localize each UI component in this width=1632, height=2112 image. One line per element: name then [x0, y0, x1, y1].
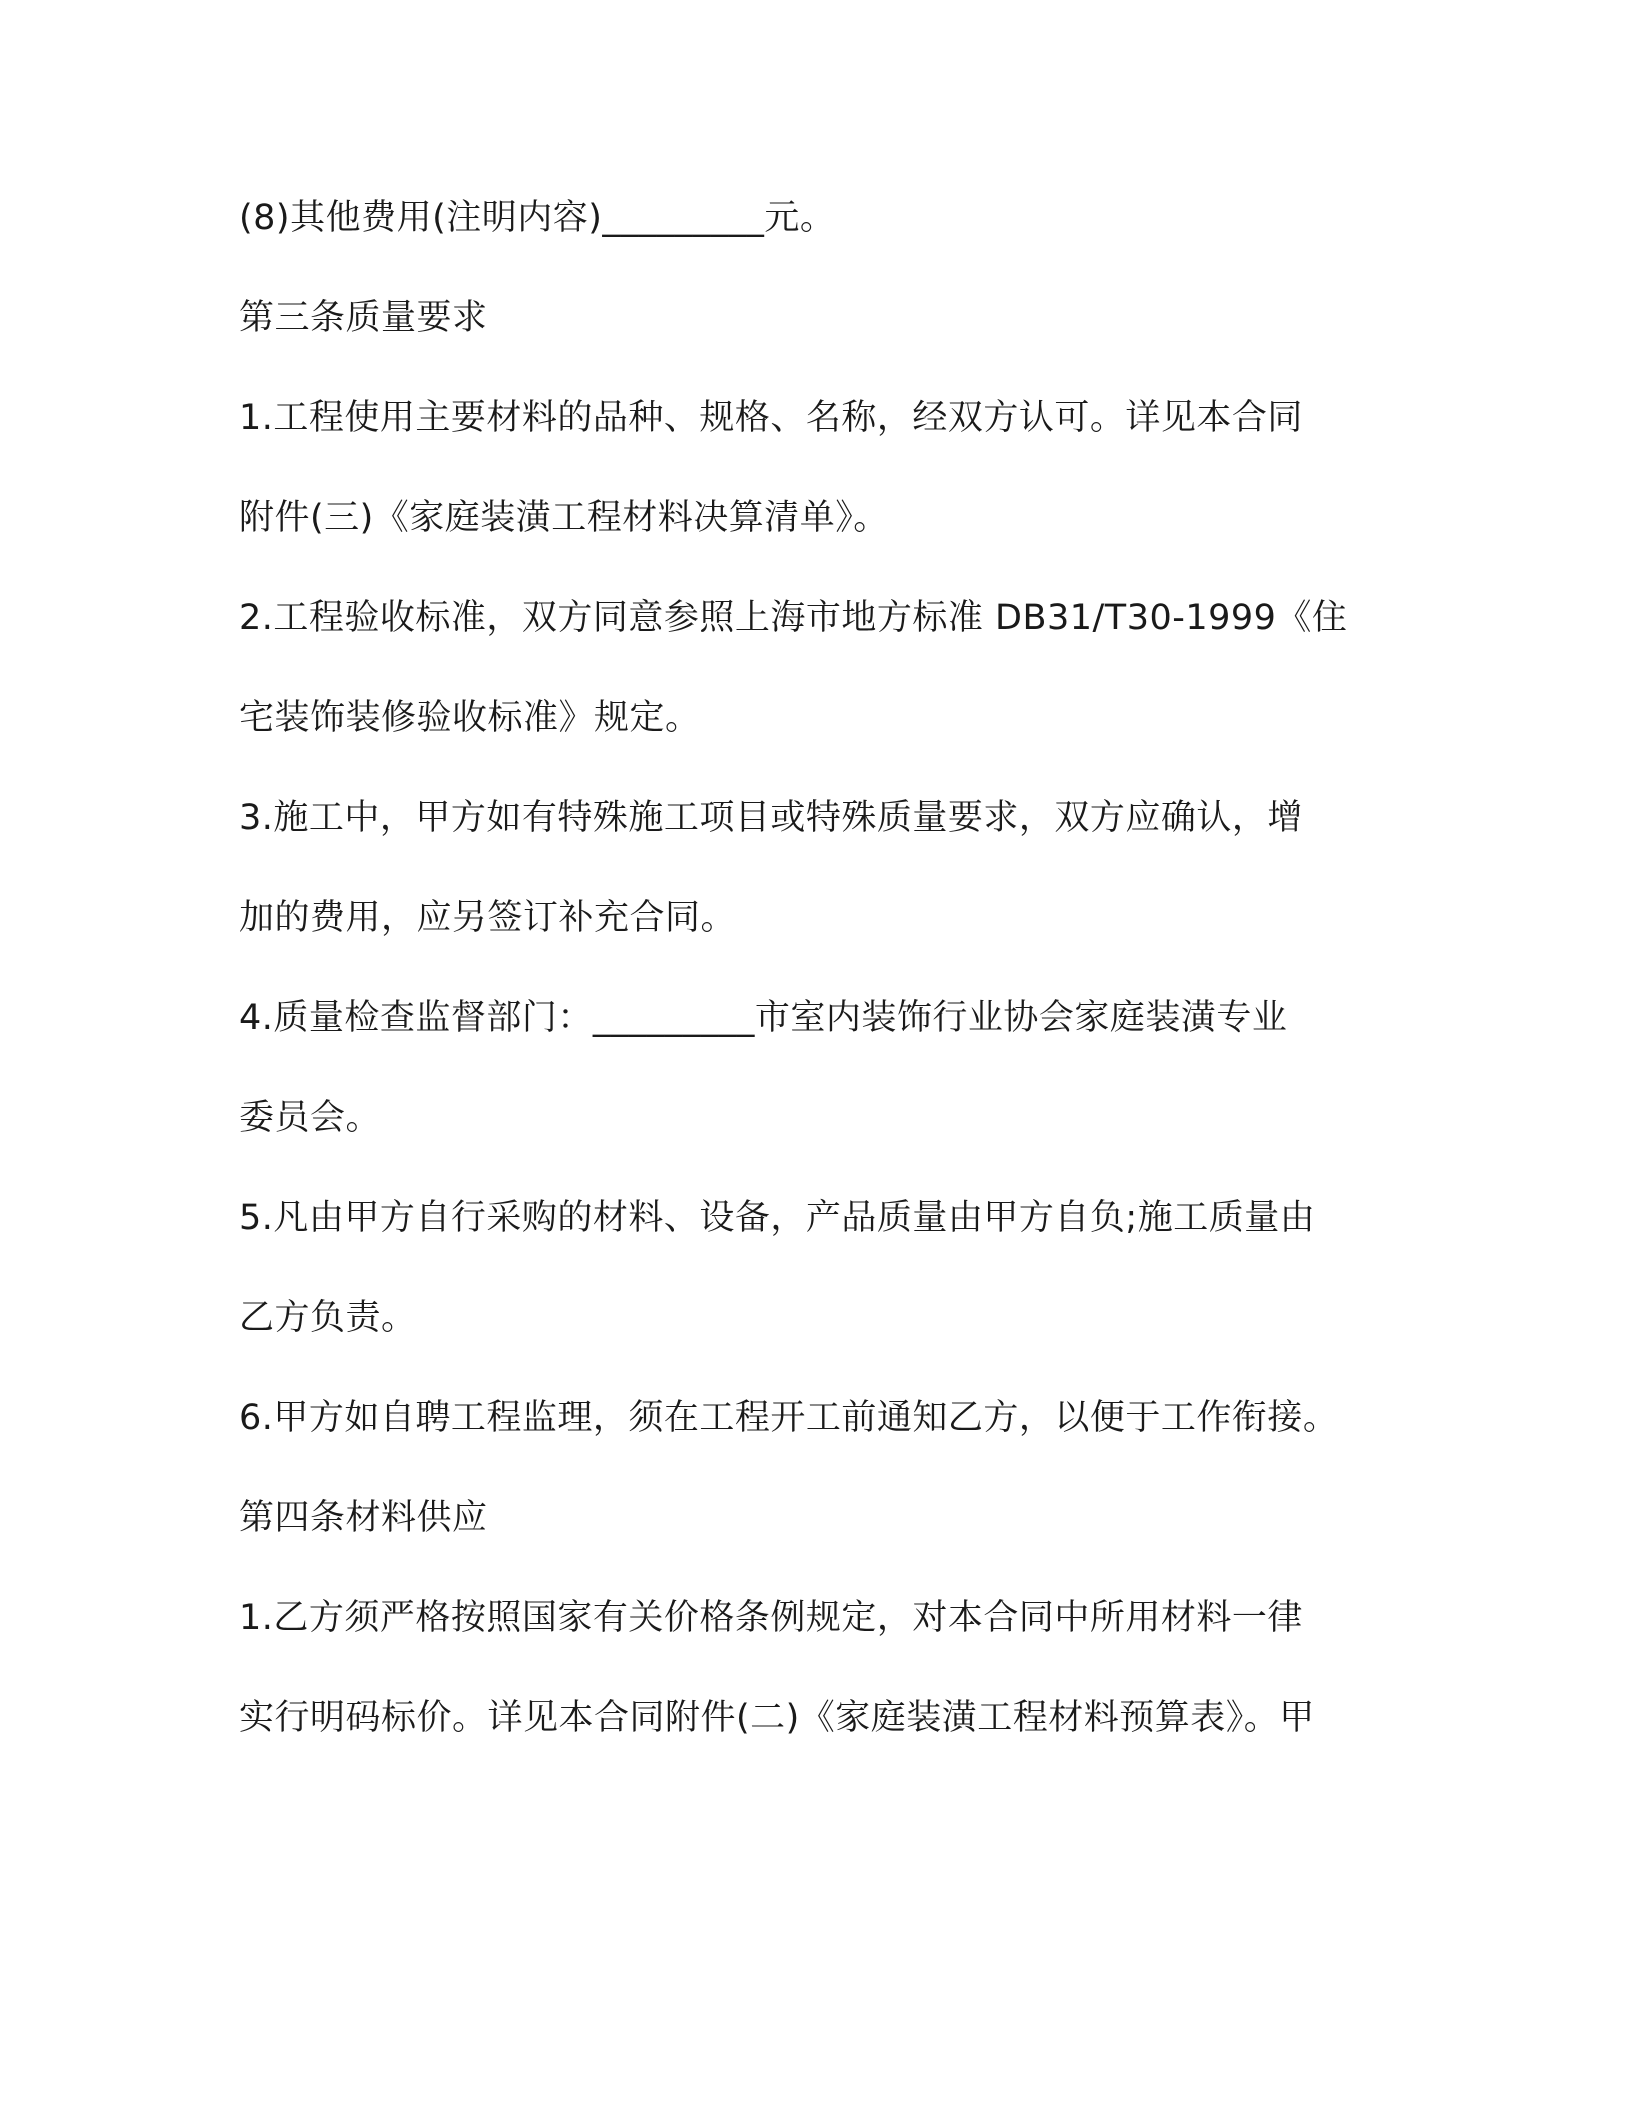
clause-4-1-line-2: 实行明码标价。详见本合同附件(二)《家庭装潢工程材料预算表》。甲 — [239, 1698, 1315, 1738]
clause-3-1-line-1: 1.工程使用主要材料的品种、规格、名称，经双方认可。详见本合同 — [239, 398, 1303, 438]
clause-3-5-line-2: 乙方负责。 — [239, 1298, 417, 1338]
heading-article-4: 第四条材料供应 — [239, 1498, 488, 1538]
clause-3-1-line-2: 附件(三)《家庭装潢工程材料决算清单》。 — [239, 498, 889, 538]
clause-3-3-line-1: 3.施工中，甲方如有特殊施工项目或特殊质量要求，双方应确认，增 — [239, 798, 1303, 838]
clause-4-1-line-1: 1.乙方须严格按照国家有关价格条例规定，对本合同中所用材料一律 — [239, 1598, 1303, 1638]
clause-3-3-line-2: 加的费用，应另签订补充合同。 — [239, 898, 737, 938]
clause-3-5-line-1: 5.凡由甲方自行采购的材料、设备，产品质量由甲方自负;施工质量由 — [239, 1198, 1316, 1238]
heading-article-3: 第三条质量要求 — [239, 298, 488, 338]
clause-3-2-line-1: 2.工程验收标准，双方同意参照上海市地方标准 DB31/T30-1999《住 — [239, 598, 1348, 638]
clause-3-2-line-2: 宅装饰装修验收标准》规定。 — [239, 698, 701, 738]
clause-3-4-line-2: 委员会。 — [239, 1098, 382, 1138]
line-other-fees: (8)其他费用(注明内容)_________元。 — [239, 198, 836, 238]
clause-3-6-line-1: 6.甲方如自聘工程监理，须在工程开工前通知乙方，以便于工作衔接。 — [239, 1398, 1339, 1438]
clause-3-4-line-1: 4.质量检查监督部门：_________市室内装饰行业协会家庭装潢专业 — [239, 998, 1288, 1038]
